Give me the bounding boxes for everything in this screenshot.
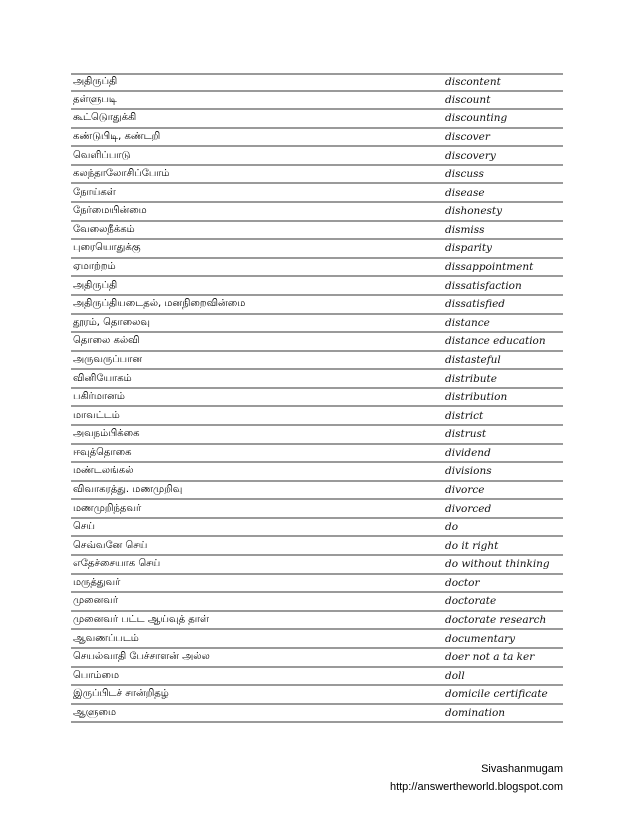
english-term: distance: [445, 316, 490, 329]
tamil-term: மருத்துவர்: [73, 576, 121, 588]
english-term: discount: [445, 93, 491, 106]
english-term: doctorate: [445, 595, 497, 608]
english-term: distrust: [445, 428, 487, 441]
english-term: divorce: [445, 484, 485, 496]
tamil-term: செவ்வனே செய்: [73, 539, 148, 551]
glossary-row: [71, 389, 563, 408]
tamil-term: செயல்வாதி பேச்சாளன் அல்ல: [73, 651, 210, 663]
tamil-term: பொம்மை: [73, 669, 120, 681]
tamil-term: ஆளுமை: [73, 706, 117, 718]
glossary-row: [71, 370, 563, 389]
glossary-row: [71, 519, 563, 538]
english-term: doctorate research: [445, 614, 547, 627]
english-term: documentary: [445, 632, 516, 645]
tamil-term: செய்: [73, 521, 95, 533]
glossary-row: [71, 203, 563, 222]
tamil-term: புரையொதுக்கு: [73, 242, 141, 254]
english-term: domicile certificate: [445, 688, 548, 701]
tamil-term: அவநம்பிக்கை: [73, 428, 140, 440]
glossary-row: [71, 668, 563, 687]
english-term: divorced: [445, 502, 492, 515]
english-term: dismiss: [445, 223, 485, 236]
footer: [390, 760, 563, 796]
glossary-row: [71, 315, 563, 334]
glossary-row: [71, 686, 563, 705]
tamil-term: விவாகரத்து. மணமுறிவு: [73, 484, 183, 495]
glossary-table: [71, 73, 563, 723]
english-term: distribute: [445, 372, 497, 385]
tamil-term: தொலை கல்வி: [73, 335, 140, 347]
glossary-row: [71, 277, 563, 296]
tamil-term: தூரம், தொலைவு: [73, 316, 150, 328]
english-term: discuss: [445, 168, 484, 181]
english-term: dissatisfaction: [445, 279, 522, 292]
glossary-row: [71, 407, 563, 426]
english-term: discontent: [445, 76, 501, 89]
english-term: do: [445, 521, 459, 534]
glossary-row: [71, 482, 563, 501]
glossary-row: [71, 352, 563, 371]
english-term: divisions: [445, 465, 492, 478]
glossary-row: [71, 575, 563, 594]
tamil-term: அருவருப்பான: [73, 353, 143, 365]
english-term: dissatisfied: [445, 298, 506, 311]
english-term: discover: [445, 131, 490, 144]
english-term: doer not a ta ker: [445, 651, 535, 664]
glossary-row: [71, 129, 563, 148]
english-term: dividend: [445, 446, 491, 459]
english-term: distasteful: [445, 353, 501, 366]
tamil-term: தள்ளுபடி: [73, 93, 117, 105]
glossary-row: [71, 222, 563, 241]
english-term: discovery: [445, 149, 496, 162]
english-term: discounting: [445, 112, 508, 125]
tamil-term: அதிருப்தி: [73, 279, 118, 291]
glossary-row: [71, 110, 563, 129]
glossary-row: [71, 445, 563, 464]
tamil-term: வேலைநீக்கம்: [73, 223, 135, 235]
footer-url[interactable]: http://answertheworld.blogspot.com: [389, 781, 563, 793]
tamil-term: அதிருப்தி: [73, 76, 118, 88]
tamil-term: ஈவுத்தொகை: [73, 446, 132, 458]
tamil-term: மண்டலங்கல்: [73, 465, 134, 477]
glossary-row: [71, 147, 563, 166]
tamil-term: அதிருப்தியடைதல், மனநிறைவின்மை: [73, 298, 246, 310]
tamil-term: வினியோகம்: [73, 372, 132, 384]
english-term: disparity: [445, 242, 492, 255]
glossary-row: [71, 612, 563, 631]
english-term: distance education: [445, 335, 546, 348]
tamil-term: மாவட்டம்: [73, 409, 120, 421]
glossary-row: [71, 649, 563, 668]
glossary-row: [71, 73, 563, 92]
english-term: distribution: [445, 391, 508, 404]
footer-author: Sivashanmugam: [481, 763, 563, 775]
glossary-row: [71, 333, 563, 352]
english-term: dishonesty: [445, 205, 503, 218]
tamil-term: பகிர்மானம்: [73, 391, 125, 403]
english-term: doctor: [445, 576, 480, 589]
glossary-row: [71, 259, 563, 278]
glossary-row: [71, 166, 563, 185]
glossary-row: [71, 426, 563, 445]
tamil-term: வெளிப்பாடு: [73, 149, 131, 161]
tamil-term: இருப்பிடச் சான்றிதழ்: [73, 688, 169, 700]
english-term: do it right: [445, 539, 499, 552]
english-term: disease: [445, 186, 485, 199]
glossary-row: [71, 463, 563, 482]
tamil-term: எதேச்சையாக செய்: [73, 558, 161, 570]
tamil-term: கலந்தாலோசிப்போம்: [73, 168, 170, 180]
tamil-term: முனைவர் பட்ட ஆய்வுத் தாள்: [73, 614, 210, 626]
english-term: district: [445, 409, 484, 422]
english-term: dissappointment: [445, 261, 534, 274]
glossary-row: [71, 593, 563, 612]
glossary-row: [71, 296, 563, 315]
tamil-term: ஏமாற்றம்: [73, 261, 116, 273]
english-term: doll: [445, 669, 465, 682]
tamil-term: நோய்கள்: [73, 186, 116, 198]
glossary-row: [71, 500, 563, 519]
tamil-term: கூட்டுொதுக்கி: [73, 112, 137, 124]
glossary-row: [71, 240, 563, 259]
glossary-row: [71, 630, 563, 649]
glossary-row: [71, 537, 563, 556]
english-term: do without thinking: [445, 558, 550, 571]
tamil-term: கண்டுபிடி, கண்டறி: [73, 131, 161, 143]
glossary-row: [71, 92, 563, 111]
glossary-row: [71, 556, 563, 575]
glossary-row: [71, 705, 563, 724]
tamil-term: நேர்மையின்மை: [73, 205, 147, 217]
english-term: domination: [445, 706, 506, 719]
tamil-term: ஆவணப்படம்: [73, 632, 139, 644]
glossary-row: [71, 184, 563, 203]
tamil-term: மணமுறிந்தவர்: [73, 502, 142, 514]
tamil-term: முனைவர்: [73, 595, 119, 607]
